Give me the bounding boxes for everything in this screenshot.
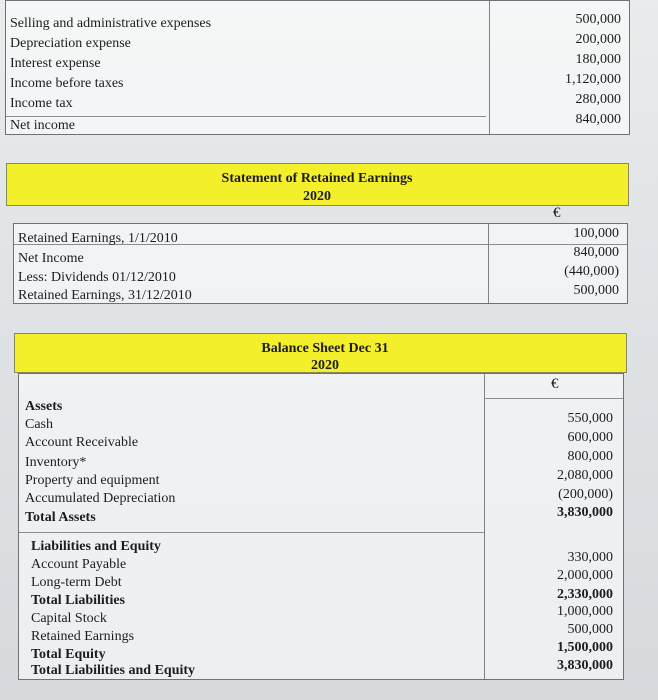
asset-row-value: 550,000 [567,411,613,426]
liability-row-value: 330,000 [567,550,613,565]
retained-row-label: Retained Earnings, 1/1/2010 [18,231,178,246]
income-statement-table [5,0,630,135]
income-row-label: Depreciation expense [10,36,131,51]
asset-row-label: Property and equipment [25,473,160,488]
income-row-label: Selling and administrative expenses [10,16,212,31]
assets-heading: Assets [25,399,63,414]
liability-row-value: 500,000 [567,622,613,637]
retained-earnings-year: 2020 [303,189,331,204]
retained-earnings-table [13,223,628,304]
balance-sheet-title: Balance Sheet Dec 31 [261,341,389,356]
liability-row-label: Retained Earnings [31,629,135,644]
liabilities-heading: Liabilities and Equity [31,539,161,554]
income-row-label: Income before taxes [10,76,124,91]
asset-row-label: Accumulated Depreciation [25,491,176,506]
retained-row-value: 100,000 [573,226,619,241]
income-row-label: Income tax [10,96,73,111]
liability-row-value: 1,500,000 [557,640,613,655]
asset-row-value: 600,000 [567,430,613,445]
currency-euro-symbol: € [553,205,561,221]
income-row-value: 1,120,000 [565,72,621,87]
income-row-label: Interest expense [10,56,101,71]
liability-row-label: Total Equity [31,647,106,662]
currency-euro-symbol: € [551,376,559,392]
asset-row-value: 800,000 [567,449,613,464]
liability-row-label: Long-term Debt [31,575,122,590]
balance-sheet-header [14,333,627,373]
liability-row-label: Capital Stock [31,611,107,626]
asset-row-label: Cash [25,417,53,432]
retained-row-value: 500,000 [573,283,619,298]
retained-row-value: (440,000) [564,264,619,279]
liability-row-value: 1,000,000 [557,604,613,619]
balance-sheet-year: 2020 [311,358,339,373]
asset-row-value: 3,830,000 [557,505,613,520]
income-row-value: 200,000 [575,32,621,47]
liability-row-value: 3,830,000 [557,658,613,673]
income-row-value: 840,000 [575,112,621,127]
asset-row-label: Total Assets [25,510,96,525]
asset-row-label: Account Receivable [25,435,139,450]
retained-earnings-title: Statement of Retained Earnings [221,171,413,186]
liability-row-label: Account Payable [31,557,127,572]
retained-row-value: 840,000 [573,245,619,260]
liability-row-label: Total Liabilities [31,593,126,608]
retained-row-label: Net Income [18,251,84,266]
asset-row-value: (200,000) [558,487,613,502]
income-row-label: Net income [10,118,75,133]
income-row-value: 500,000 [575,12,621,27]
asset-row-value: 2,080,000 [557,468,613,483]
liability-row-value: 2,330,000 [557,587,613,602]
liability-row-value: 2,000,000 [557,568,613,583]
asset-row-label: Inventory* [25,455,87,470]
liability-row-label: Total Liabilities and Equity [31,663,196,678]
balance-sheet-table [18,373,624,680]
income-row-value: 180,000 [575,52,621,67]
retained-earnings-header [6,163,629,206]
retained-row-label: Less: Dividends 01/12/2010 [18,270,176,285]
income-row-value: 280,000 [575,92,621,107]
retained-row-label: Retained Earnings, 31/12/2010 [18,288,192,303]
